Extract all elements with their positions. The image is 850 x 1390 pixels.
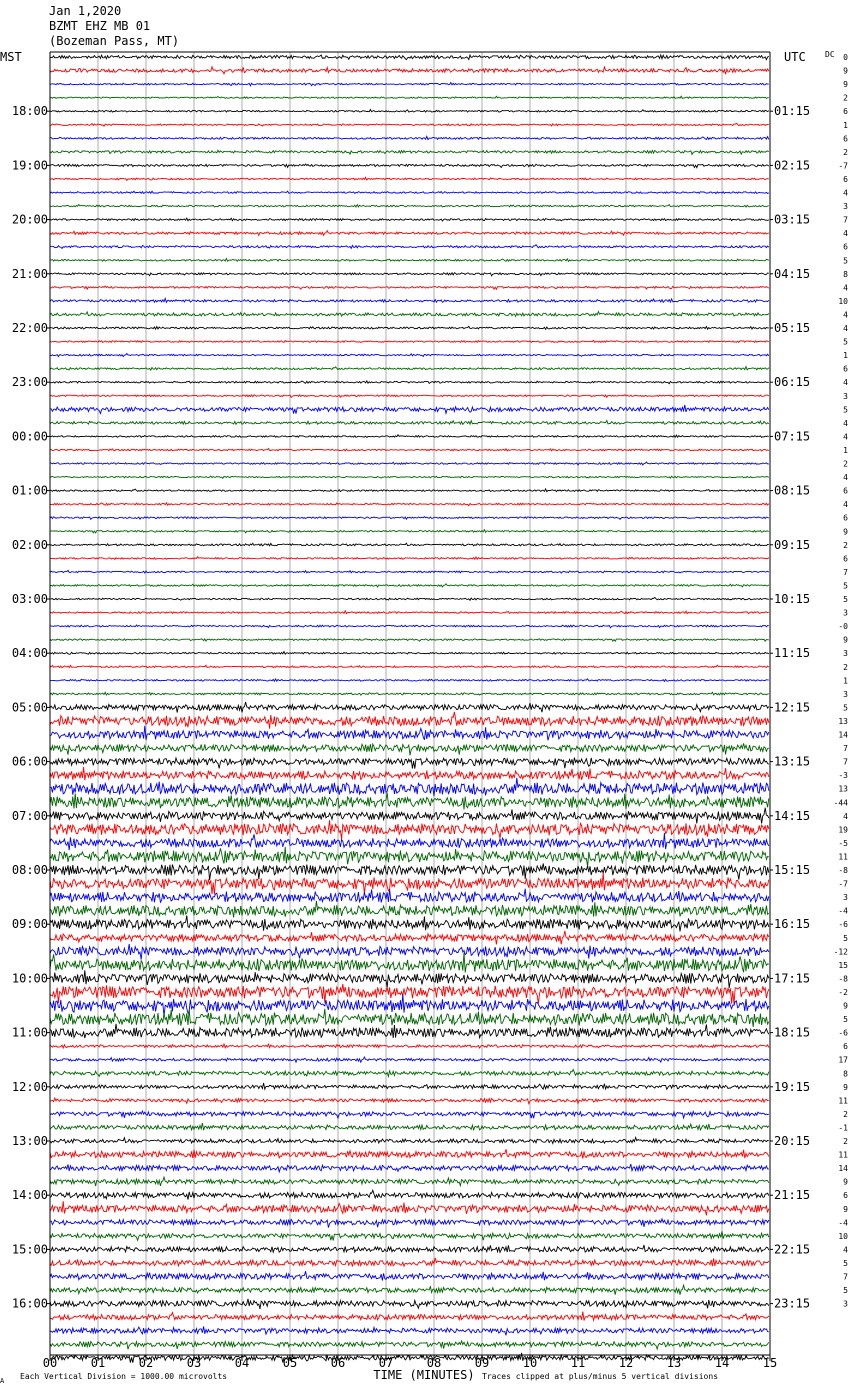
- dc-offset-label: -5: [838, 838, 848, 848]
- trace-line: [50, 273, 769, 276]
- trace-line: [50, 1009, 769, 1027]
- trace-line: [50, 1326, 769, 1335]
- trace-line: [50, 123, 769, 126]
- trace-line: [50, 1201, 769, 1215]
- trace-line: [50, 1312, 769, 1321]
- trace-line: [50, 110, 769, 113]
- dc-offset-label: -3: [838, 771, 848, 781]
- dc-offset-label: -44: [833, 798, 848, 808]
- trace-line: [50, 901, 769, 918]
- trace-line: [50, 96, 769, 99]
- trace-line: [50, 767, 769, 780]
- dc-offset-label: 11: [838, 1150, 848, 1160]
- trace-line: [50, 778, 769, 796]
- utc-hour-label: 06:15: [774, 375, 811, 390]
- dc-offset-label: 2: [843, 1109, 848, 1119]
- dc-offset-label: 6: [843, 174, 848, 184]
- trace-line: [50, 970, 769, 988]
- trace-line: [50, 1137, 769, 1143]
- x-tick-label: 12: [618, 1356, 634, 1370]
- trace-line: [50, 543, 769, 546]
- mst-hour-label: 11:00: [11, 1025, 48, 1040]
- mst-hour-label: 22:00: [11, 321, 48, 335]
- trace-line: [50, 150, 769, 154]
- dc-offset-label: -4: [838, 906, 848, 916]
- chart-title: Jan 1,2020: [49, 4, 122, 18]
- trace-line: [50, 1231, 769, 1240]
- footer-mark: A: [0, 1377, 5, 1385]
- trace-line: [50, 421, 769, 425]
- utc-hour-label: 10:15: [774, 592, 811, 606]
- trace-line: [50, 611, 769, 614]
- mst-hour-label: 14:00: [11, 1188, 48, 1203]
- trace-line: [50, 692, 769, 695]
- utc-hour-label: 12:15: [774, 700, 811, 715]
- dc-offset-label: 9: [843, 635, 848, 645]
- utc-hour-label: 11:15: [774, 646, 811, 661]
- trace-line: [50, 1111, 769, 1118]
- dc-offset-label: 7: [843, 567, 848, 577]
- dc-offset-label: 4: [843, 310, 848, 320]
- dc-offset-label: 4: [843, 283, 848, 293]
- dc-offset-label: 9: [843, 1082, 848, 1092]
- x-tick-label: 09: [474, 1356, 490, 1370]
- utc-hour-label: 08:15: [774, 483, 811, 498]
- trace-line: [50, 953, 769, 973]
- x-tick-label: 02: [138, 1356, 154, 1370]
- trace-line: [50, 889, 769, 903]
- trace-line: [50, 177, 769, 180]
- utc-hour-label: 19:15: [774, 1079, 811, 1094]
- trace-line: [50, 1024, 769, 1038]
- dc-offset-label: 11: [838, 1096, 848, 1106]
- trace-line: [50, 298, 769, 302]
- trace-line: [50, 435, 769, 438]
- trace-line: [50, 665, 769, 668]
- trace-line: [50, 1258, 769, 1267]
- dc-offset-label: 9: [843, 66, 848, 76]
- trace-line: [50, 326, 769, 329]
- dc-offset-label: 0: [843, 53, 848, 62]
- dc-offset-label: 14: [838, 730, 848, 740]
- utc-hour-label: 21:15: [774, 1188, 811, 1203]
- mst-hour-label: 19:00: [11, 158, 48, 173]
- trace-line: [50, 1044, 769, 1048]
- trace-line: [50, 354, 769, 357]
- x-tick-label: 03: [186, 1356, 202, 1370]
- utc-hour-label: 02:15: [774, 158, 811, 173]
- trace-line: [50, 712, 769, 729]
- trace-line: [50, 944, 769, 960]
- mst-hour-label: 04:00: [11, 646, 48, 661]
- trace-line: [50, 1299, 769, 1309]
- utc-hour-label: 13:15: [774, 754, 811, 769]
- dc-offset-label: -6: [838, 920, 848, 930]
- dc-offset-label: 2: [843, 147, 848, 157]
- trace-line: [50, 873, 769, 895]
- x-tick-label: 06: [330, 1356, 346, 1370]
- trace-line: [50, 449, 769, 452]
- trace-line: [50, 245, 769, 249]
- mst-hour-label: 20:00: [11, 212, 48, 227]
- trace-line: [50, 570, 769, 573]
- trace-line: [50, 489, 769, 492]
- dc-offset-label: -8: [838, 974, 848, 984]
- dc-offset-label: 4: [843, 324, 848, 333]
- x-tick-label: 05: [282, 1356, 298, 1370]
- dc-offset-label: 4: [843, 229, 848, 239]
- dc-offset-label: 6: [843, 242, 848, 252]
- x-tick-label: 01: [90, 1356, 106, 1370]
- utc-hour-label: 15:15: [774, 863, 811, 877]
- trace-line: [50, 381, 769, 384]
- trace-line: [50, 405, 769, 414]
- mst-hour-label: 08:00: [11, 863, 48, 877]
- dc-offset-label: 5: [843, 595, 848, 604]
- mst-hour-label: 18:00: [11, 104, 48, 119]
- dc-offset-label: 3: [843, 893, 848, 903]
- trace-line: [50, 847, 769, 867]
- footer-clip-note: Traces clipped at plus/minus 5 vertical divisions: [482, 1372, 719, 1381]
- trace-line: [50, 726, 769, 741]
- trace-line: [50, 931, 769, 945]
- dc-offset-label: -4: [838, 1218, 848, 1228]
- trace-line: [50, 1177, 769, 1186]
- dc-offset-label: 6: [843, 1191, 848, 1201]
- dc-offset-label: 1: [843, 351, 848, 361]
- trace-line: [50, 1098, 769, 1104]
- utc-hour-label: 18:15: [774, 1025, 811, 1040]
- dc-offset-label: 13: [838, 784, 848, 794]
- utc-hour-label: 07:15: [774, 429, 811, 444]
- dc-offset-label: 2: [843, 662, 848, 672]
- trace-line: [50, 312, 769, 317]
- dc-offset-label: 2: [843, 540, 848, 550]
- dc-offset-label: 8: [843, 269, 848, 279]
- dc-offset-label: 9: [843, 527, 848, 537]
- utc-hour-label: 01:15: [774, 104, 811, 119]
- trace-line: [50, 1149, 769, 1158]
- dc-offset-label: 3: [843, 608, 848, 618]
- axis-labels: [0, 50, 848, 1385]
- dc-offset-label: -0: [838, 622, 848, 632]
- utc-hour-label: 14:15: [774, 808, 811, 823]
- dc-offset-label: 4: [843, 418, 848, 428]
- trace-line: [50, 67, 769, 74]
- dc-offset-label: 3: [843, 1299, 848, 1309]
- trace-line: [50, 557, 769, 560]
- station-code: BZMT EHZ MB 01: [49, 19, 151, 33]
- dc-offset-label: 7: [843, 1272, 848, 1282]
- dc-offset-label: 9: [843, 1177, 848, 1187]
- trace-line: [50, 1341, 769, 1349]
- trace-line: [50, 55, 769, 60]
- utc-hour-label: 20:15: [774, 1134, 811, 1148]
- dc-offset-label: 3: [843, 689, 848, 699]
- trace-line: [50, 1271, 769, 1280]
- dc-offset-label: 6: [843, 107, 848, 117]
- dc-offset-label: 4: [843, 473, 848, 483]
- dc-offset-label: 10: [838, 296, 848, 306]
- trace-line: [50, 864, 769, 881]
- x-tick-label: 07: [378, 1356, 394, 1370]
- mst-hour-label: 06:00: [11, 754, 48, 769]
- trace-line: [50, 462, 769, 465]
- dc-offset-label: 4: [843, 811, 848, 821]
- dc-offset-label: 4: [843, 378, 848, 388]
- mst-hour-label: 00:00: [11, 429, 48, 444]
- dc-offset-label: 1: [843, 120, 848, 130]
- mst-hour-label: 02:00: [11, 537, 48, 552]
- dc-offset-label: 5: [843, 256, 848, 266]
- dc-offset-label: 5: [843, 1015, 848, 1025]
- x-tick-label: 10: [522, 1356, 538, 1370]
- utc-hour-label: 05:15: [774, 321, 811, 335]
- dc-offset-label: 9: [843, 1204, 848, 1214]
- dc-offset-label: 1: [843, 676, 848, 686]
- trace-line: [50, 679, 769, 682]
- mst-hour-label: 16:00: [11, 1296, 48, 1311]
- trace-line: [50, 1190, 769, 1199]
- trace-line: [50, 231, 769, 236]
- dc-offset-label: 9: [843, 1001, 848, 1011]
- trace-line: [50, 652, 769, 655]
- trace-line: [50, 1083, 769, 1089]
- station-location: (Bozeman Pass, MT): [49, 34, 180, 48]
- mst-hour-label: 15:00: [11, 1242, 48, 1257]
- trace-line: [50, 743, 769, 755]
- dc-offset-label: 7: [843, 744, 848, 754]
- trace-line: [50, 517, 769, 520]
- dc-offset-label: 5: [843, 933, 848, 943]
- dc-offset-label: 5: [843, 337, 848, 347]
- trace-line: [50, 205, 769, 208]
- trace-line: [50, 286, 769, 289]
- utc-hour-label: 17:15: [774, 971, 811, 986]
- dc-offset-label: 6: [843, 134, 848, 144]
- trace-line: [50, 1164, 769, 1172]
- dc-offset-label: 4: [843, 188, 848, 198]
- trace-line: [50, 367, 769, 371]
- trace-line: [50, 639, 769, 642]
- trace-line: [50, 793, 769, 810]
- x-tick-label: 11: [570, 1356, 586, 1370]
- dc-offset-label: -7: [838, 161, 848, 171]
- dc-offset-label: -7: [838, 879, 848, 889]
- dc-offset-label: 17: [838, 1055, 848, 1065]
- trace-line: [50, 1245, 769, 1252]
- dc-offset-label: 5: [843, 581, 848, 591]
- mst-hour-label: 07:00: [11, 808, 48, 823]
- utc-axis-label: UTC: [784, 50, 806, 64]
- dc-offset-label: 14: [838, 1164, 848, 1174]
- trace-line: [50, 1219, 769, 1228]
- dc-offset-label: 3: [843, 649, 848, 659]
- trace-line: [50, 916, 769, 932]
- utc-hour-label: 23:15: [774, 1296, 811, 1311]
- trace-line: [50, 1057, 769, 1062]
- x-tick-label: 04: [234, 1356, 250, 1370]
- dc-offset-label: 19: [838, 825, 848, 835]
- dc-axis-label: DC: [825, 50, 835, 59]
- dc-offset-label: -8: [838, 866, 848, 875]
- mst-hour-label: 09:00: [11, 917, 48, 932]
- dc-offset-label: 3: [843, 202, 848, 212]
- trace-line: [50, 395, 769, 398]
- trace-line: [50, 218, 769, 221]
- trace-line: [50, 259, 769, 262]
- trace-line: [50, 136, 769, 139]
- mst-hour-label: 01:00: [11, 483, 48, 498]
- trace-line: [50, 191, 769, 194]
- trace-line: [50, 598, 769, 601]
- dc-offset-label: 7: [843, 757, 848, 767]
- dc-offset-label: 5: [843, 1258, 848, 1268]
- dc-offset-label: -2: [838, 987, 848, 997]
- mst-hour-label: 12:00: [11, 1079, 48, 1094]
- dc-offset-label: 13: [838, 716, 848, 726]
- utc-hour-label: 22:15: [774, 1242, 811, 1257]
- trace-line: [50, 584, 769, 587]
- trace-line: [50, 340, 769, 342]
- mst-hour-label: 23:00: [11, 375, 48, 390]
- dc-offset-label: 6: [843, 1042, 848, 1052]
- dc-offset-label: 4: [843, 1245, 848, 1255]
- x-tick-label: 14: [714, 1356, 730, 1370]
- trace-line: [50, 164, 769, 168]
- trace-line: [50, 503, 769, 506]
- trace-line: [50, 1070, 769, 1077]
- dc-offset-label: 6: [843, 364, 848, 374]
- dc-offset-label: 11: [838, 852, 848, 862]
- x-tick-label: 13: [666, 1356, 682, 1370]
- trace-line: [50, 476, 769, 478]
- dc-offset-label: -12: [833, 947, 848, 957]
- mst-axis-label: MST: [0, 50, 22, 64]
- dc-offset-label: 6: [843, 513, 848, 523]
- x-axis-title: TIME (MINUTES): [373, 1368, 475, 1382]
- trace-line: [50, 702, 769, 713]
- mst-hour-label: 05:00: [11, 700, 48, 715]
- mst-hour-label: 10:00: [11, 971, 48, 986]
- dc-offset-label: 10: [838, 1231, 848, 1241]
- utc-hour-label: 09:15: [774, 537, 811, 552]
- trace-group: [50, 55, 769, 1363]
- trace-line: [50, 808, 769, 824]
- trace-line: [50, 1285, 769, 1294]
- mst-hour-label: 13:00: [11, 1134, 48, 1148]
- dc-offset-label: 4: [843, 500, 848, 510]
- utc-hour-label: 16:15: [774, 917, 811, 932]
- dc-offset-label: 5: [843, 703, 848, 713]
- dc-offset-label: 15: [838, 960, 848, 970]
- mst-hour-label: 03:00: [11, 592, 48, 606]
- trace-line: [50, 994, 769, 1016]
- dc-offset-label: 6: [843, 486, 848, 496]
- dc-offset-label: 4: [843, 432, 848, 442]
- trace-line: [50, 833, 769, 850]
- dc-offset-label: -6: [838, 1028, 848, 1038]
- trace-line: [50, 758, 769, 769]
- dc-offset-label: 2: [843, 1137, 848, 1146]
- mst-hour-label: 21:00: [11, 266, 48, 281]
- x-tick-label: 08: [426, 1356, 442, 1370]
- dc-offset-label: 1: [843, 445, 848, 455]
- dc-offset-label: 6: [843, 554, 848, 564]
- dc-offset-label: 5: [843, 405, 848, 415]
- trace-line: [50, 820, 769, 839]
- dc-offset-label: -1: [838, 1123, 848, 1133]
- dc-offset-label: 2: [843, 93, 848, 103]
- dc-offset-label: 2: [843, 459, 848, 469]
- x-tick-label: 15: [762, 1356, 778, 1370]
- utc-hour-label: 04:15: [774, 266, 811, 281]
- dc-offset-label: 8: [843, 1069, 848, 1079]
- footer-scale-note: Each Vertical Division = 1000.00 microvolts: [20, 1372, 228, 1381]
- dc-offset-label: 7: [843, 215, 848, 225]
- trace-line: [50, 530, 769, 533]
- trace-line: [50, 1123, 769, 1130]
- dc-offset-label: 9: [843, 80, 848, 90]
- dc-offset-label: 3: [843, 391, 848, 401]
- dc-offset-label: 5: [843, 1286, 848, 1296]
- trace-line: [50, 625, 769, 628]
- x-tick-label: 00: [42, 1356, 58, 1370]
- trace-line: [50, 83, 769, 86]
- utc-hour-label: 03:15: [774, 212, 811, 227]
